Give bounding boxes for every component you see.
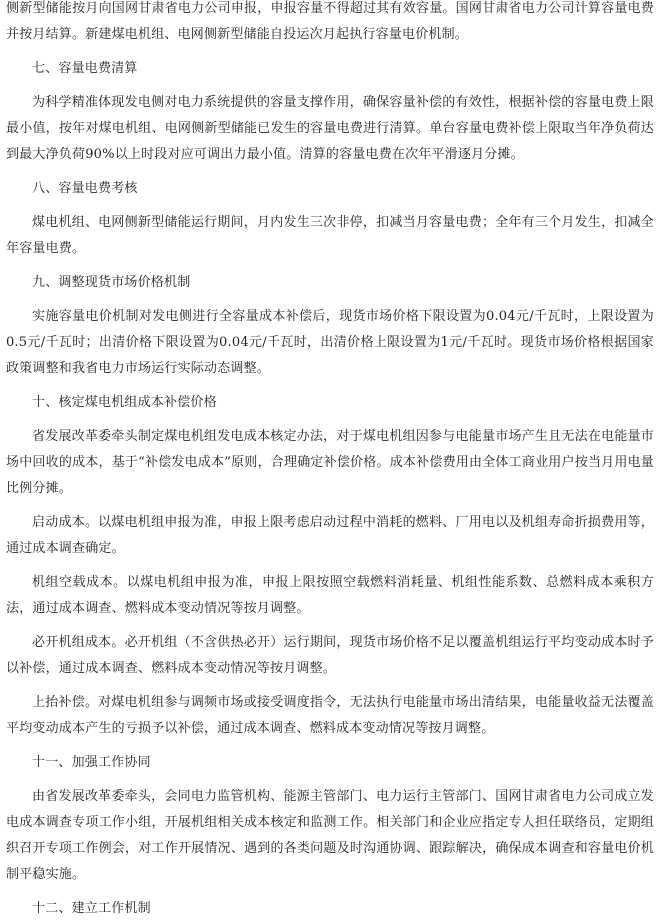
paragraph: 必开机组成本。必开机组（不含供热必开）运行期间，现货市场价格不足以覆盖机组运行平均变动成本时予以补偿，通过成本调查、燃料成本变动情况等按月调整。 bbox=[6, 635, 654, 676]
paragraph: 实施容量电价机制对发电侧进行全容量成本补偿后，现货市场价格下限设置为0.04元/千瓦时，上限设置为0.5元/千瓦时；出清价格下限设置为0.04元/千瓦时，出清价格上限设置为1元/千瓦时。现货市场价格根据国家政策调整和我省电力市场运行实际动态调整。 bbox=[6, 309, 654, 376]
paragraph: 由省发展改革委牵头，会同电力监管机构、能源主管部门、电力运行主管部门、国网甘肃省电力公司成立发电成本调查专项工作小组，开展机组相关成本核定和监测工作。相关部门和企业应指定专人担任联络员，定期组织召开专项工作例会，对工作开展情况、遇到的各类问题及时沟通协调、跟踪解决，确保成本调查和容量电价机制平稳实施。 bbox=[6, 789, 654, 882]
paragraph: 机组空载成本。以煤电机组申报为准，申报上限按照空载燃料消耗量、机组性能系数、总燃料成本乘积方法，通过成本调查、燃料成本变动情况等按月调整。 bbox=[6, 575, 654, 616]
paragraph: 上抬补偿。对煤电机组参与调频市场或接受调度指令，无法执行电能量市场出清结果，电能量收益无法覆盖平均变动成本产生的亏损予以补偿，通过成本调查、燃料成本变动情况等按月调整。 bbox=[6, 695, 654, 736]
paragraph: 省发展改革委牵头制定煤电机组发电成本核定办法，对于煤电机组因参与电能量市场产生且无法在电能量市场中回收的成本，基于“补偿发电成本”原则，合理确定补偿价格。成本补偿费用由全体工商业用户按当月用电量比例分摊。 bbox=[6, 429, 654, 496]
section-heading: 十二、建立工作机制 bbox=[32, 901, 151, 916]
section-heading: 九、调整现货市场价格机制 bbox=[32, 275, 191, 290]
document-body bbox=[6, 0, 654, 922]
section-heading: 十一、加强工作协同 bbox=[32, 755, 151, 770]
paragraph: 启动成本。以煤电机组申报为准，申报上限考虑启动过程中消耗的燃料、厂用电以及机组寿命折损费用等，通过成本调查确定。 bbox=[6, 515, 654, 556]
paragraph: 侧新型储能按月向国网甘肃省电力公司申报，申报容量不得超过其有效容量。国网甘肃省电力公司计算容量电费并按月结算。新建煤电机组、电网侧新型储能自投运次月起执行容量电价机制。 bbox=[6, 1, 654, 42]
paragraph: 煤电机组、电网侧新型储能运行期间，月内发生三次非停，扣减当月容量电费；全年有三个月发生，扣减全年容量电费。 bbox=[6, 215, 654, 256]
section-heading: 七、容量电费清算 bbox=[32, 61, 138, 76]
section-heading: 八、容量电费考核 bbox=[32, 181, 138, 196]
paragraph: 为科学精准体现发电侧对电力系统提供的容量支撑作用，确保容量补偿的有效性，根据补偿的容量电费上限最小值，按年对煤电机组、电网侧新型储能已发生的容量电费进行清算。单台容量电费补偿上限取当年净负荷达到最大净负荷90%以上时段对应可调出力最小值。清算的容量电费在次年平滑逐月分摊。 bbox=[6, 95, 654, 162]
section-heading: 十、核定煤电机组成本补偿价格 bbox=[32, 395, 217, 410]
